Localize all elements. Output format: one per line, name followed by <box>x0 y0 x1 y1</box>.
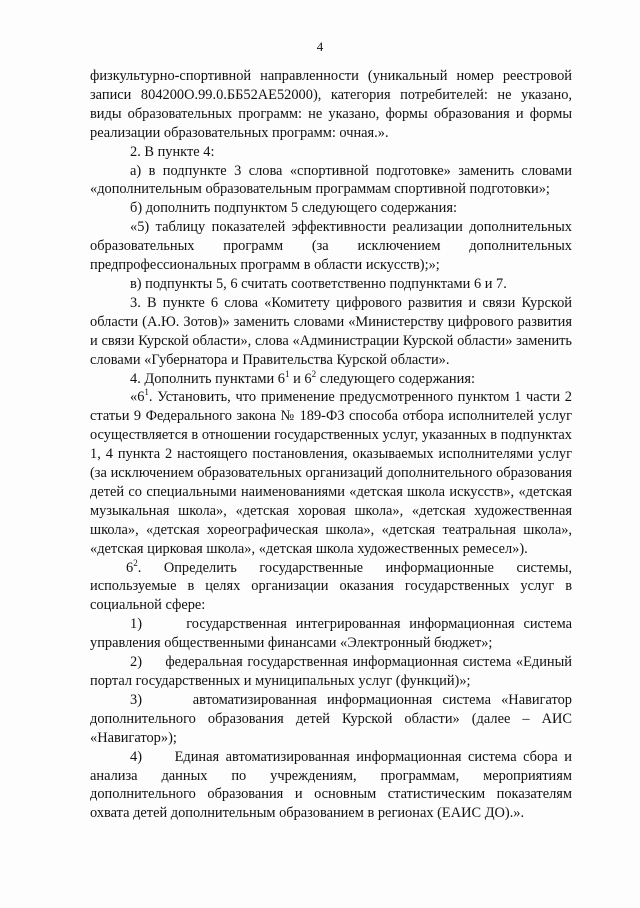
paragraph-subitem-b: б) дополнить подпунктом 5 следующего содержания: <box>130 200 457 217</box>
list-item: 4) Единая автоматизированная информационная система сбора и анализа данных по учреждениям, программам, мероприятиям дополнительного образования и основным статистическим показателям охвата детей дополнительным образованием в регионах (ЕАИС ДО).». <box>90 748 572 822</box>
paragraph-continuation: физкультурно-спортивной направленности (уникальный номер реестровой записи 804200О.99.0.ББ52АЕ52000), категория потребителей: не указано, виды образовательных программ: не указано, формы образования и формы реализации образовательных программ: очная.». <box>90 68 572 141</box>
paragraph-item-6-2: $6^2$. Определить государственные информационные системы, используемые в целях организации оказания государственных услуг в социальной сфере: <box>90 557 572 614</box>
list-item: 1) государственная интегрированная информационная система управления общественными финансами «Электронный бюджет»; <box>90 616 572 652</box>
page-number: 4 <box>316 39 324 54</box>
paragraph-subitem-v: в) подпункты 5, 6 считать соответственно подпунктами 6 и 7. <box>130 275 507 292</box>
paragraph-item-2: 2. В пункте 4: <box>130 143 215 160</box>
list-item: 3) автоматизированная информационная система «Навигатор дополнительного образования детей Курской области» (далее – АИС «Навигатор»); <box>90 691 572 746</box>
paragraph-item-3: 3. В пункте 6 слова «Комитету цифрового развития и связи Курской области (А.Ю. Зотов)» заменить словами «Министерству цифрового развития и связи Курской области», слова «Администрации Курской области» заменить словами «Губернатора и Правительства Курской области». <box>90 294 572 368</box>
paragraph-item-4: 4. Дополнить пунктами $6^1$ и $6^2$ следующего содержания: <box>130 368 475 387</box>
list-item: 2) федеральная государственная информационная система «Единый портал государственных и муниципальных услуг (функций)»; <box>90 654 572 689</box>
paragraph-quote-5: «5) таблицу показателей эффективности реализации дополнительных образовательных программ (за исключением дополнительных предпрофессиональных программ в области искусств);»; <box>90 219 572 274</box>
document-body <box>90 67 572 823</box>
paragraph-item-6-1: «$6^1$. Установить, что применение предусмотренного пунктом 1 части 2 статьи 9 Федерального закона № 189-ФЗ способа отбора исполнителей услуг осуществляется в отношении государственных услуг, указанных в подпунктах 1, 4 пункта 2 настоящего постановления, оказываемых исполнителями услуг (за исключением образовательных организаций дополнительного образования детей со специальными наименованиями «детская школа искусств», «детская музыкальная школа», «детская хоровая школа», «детская художественная школа», «детская хореографическая школа», «детская театральная школа», «детская цирковая школа», «детская школа художественных ремесел»). <box>90 387 572 557</box>
paragraph-subitem-a: а) в подпункте 3 слова «спортивной подготовке» заменить словами «дополнительным образовательным программам спортивной подготовки»; <box>90 162 572 198</box>
